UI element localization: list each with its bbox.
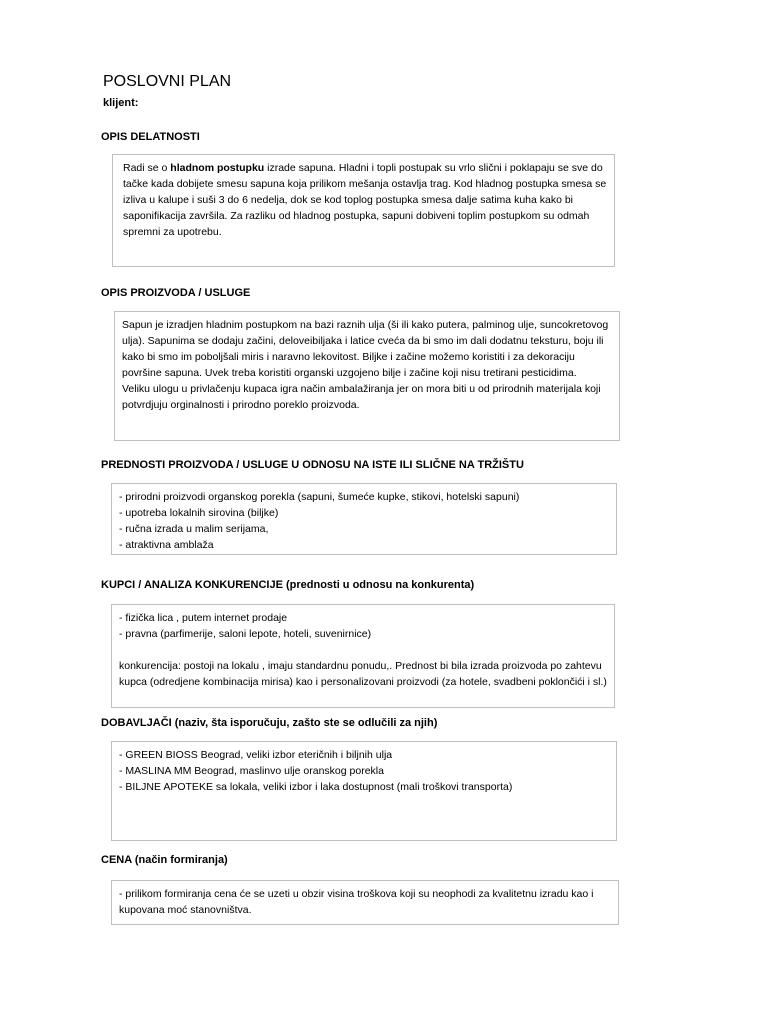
- opis-delatnosti-box: [112, 154, 615, 267]
- section-heading-opis-delatnosti: OPIS DELATNOSTI: [101, 131, 200, 143]
- dobavljaci-item: - GREEN BIOSS Beograd, veliki izbor eteričnih i biljnih ulja: [119, 749, 393, 761]
- prednosti-item: - ručna izrada u malim serijama,: [119, 523, 269, 535]
- opis-delatnosti-text-start: Radi se o: [123, 162, 171, 174]
- konkurencija-text: konkurencija: postoji na lokalu , imaju standardnu ponudu,. Prednost bi bila izrada proizvoda po zahtevu kupca (odredjene kombinacija mirisa) kao i personalizovani proizvodi (za hotele, svadbeni poklončići i sl.): [119, 660, 607, 688]
- dobavljaci-item: - BILJNE APOTEKE sa lokala, veliki izbor i laka dostupnost (mali troškovi transporta): [119, 781, 513, 793]
- opis-proizvoda-paragraph-2: Veliku ulogu u privlačenju kupaca igra način ambalažiranja jer on mora biti u od prirodnih materijala koji potvrdjuju orginalnosti i prirodno poreklo proizvoda.: [122, 383, 601, 411]
- prednosti-item: - prirodni proizvodi organskog porekla (sapuni, šumeće kupke, stikovi, hotelski sapuni): [119, 491, 520, 503]
- dobavljaci-item: - MASLINA MM Beograd, maslinvo ulje oranskog porekla: [119, 765, 384, 777]
- section-heading-cena: CENA (način formiranja): [101, 854, 228, 866]
- client-label: klijent:: [103, 97, 139, 109]
- opis-proizvoda-paragraph-1: Sapun je izradjen hladnim postupkom na bazi raznih ulja (ši ili kako putera, palminog ulje, suncokretovog ulja). Sapunima se dodaju začini, deloveibiljaka i latice cveća da bi smo im dali dodatnu teksturu, boju ili kako bi smo im poboljšali miris i naravno lekovitost. Biljke i začine možemo koristiti i za dekoraciju površine sapuna. Uvek treba koristiti organski uzgojeno bilje i začine koji nisu tretirani pesticidima.: [122, 319, 609, 379]
- dobavljaci-box: [111, 741, 617, 841]
- kupci-box: [111, 604, 615, 708]
- cena-box: [111, 880, 619, 925]
- cena-text: - prilikom formiranja cena će se uzeti u obzir visina troškova koji su neophodi za kvalitetnu izradu kao i kupovana moć stanovništva.: [119, 888, 594, 916]
- prednosti-item: - atraktivna amblaža: [119, 539, 214, 551]
- section-heading-prednosti: PREDNOSTI PROIZVODA / USLUGE U ODNOSU NA ISTE ILI SLIČNE NA TRŽIŠTU: [101, 459, 524, 471]
- prednosti-box: [111, 483, 617, 555]
- prednosti-item: - upotreba lokalnih sirovina (biljke): [119, 507, 279, 519]
- section-heading-opis-proizvoda: OPIS PROIZVODA / USLUGE: [101, 287, 251, 299]
- opis-delatnosti-text: [123, 160, 607, 240]
- section-heading-dobavljaci: DOBAVLJAČI (naziv, šta isporučuju, zašto ste se odlučili za njih): [101, 717, 438, 729]
- section-heading-kupci: KUPCI / ANALIZA KONKURENCIJE (prednosti u odnosu na konkurenta): [101, 579, 475, 591]
- opis-delatnosti-text-bold: hladnom postupku: [170, 162, 265, 174]
- document-title: POSLOVNI PLAN: [103, 73, 232, 90]
- opis-delatnosti-text-end: izrade sapuna. Hladni i topli postupak su vrlo slični i poklapaju se sve do tačke kada dobijete smesu sapuna koja prilikom mešanja ostavlja trag. Kod hladnog postupka smesa se izliva u kalupe i suši 3 do 6 nedelja, dok se kod toplog postupka smesa dalje satima kuha kako bi saponifikacija završila. Za razliku od hladnog postupka, sapuni dobiveni toplim postupkom su odmah spremni za upotrebu.: [123, 162, 607, 238]
- opis-proizvoda-box: [114, 311, 620, 441]
- kupci-item: - pravna (parfimerije, saloni lepote, hoteli, suvenirnice): [119, 628, 372, 640]
- kupci-item: - fizička lica , putem internet prodaje: [119, 612, 288, 624]
